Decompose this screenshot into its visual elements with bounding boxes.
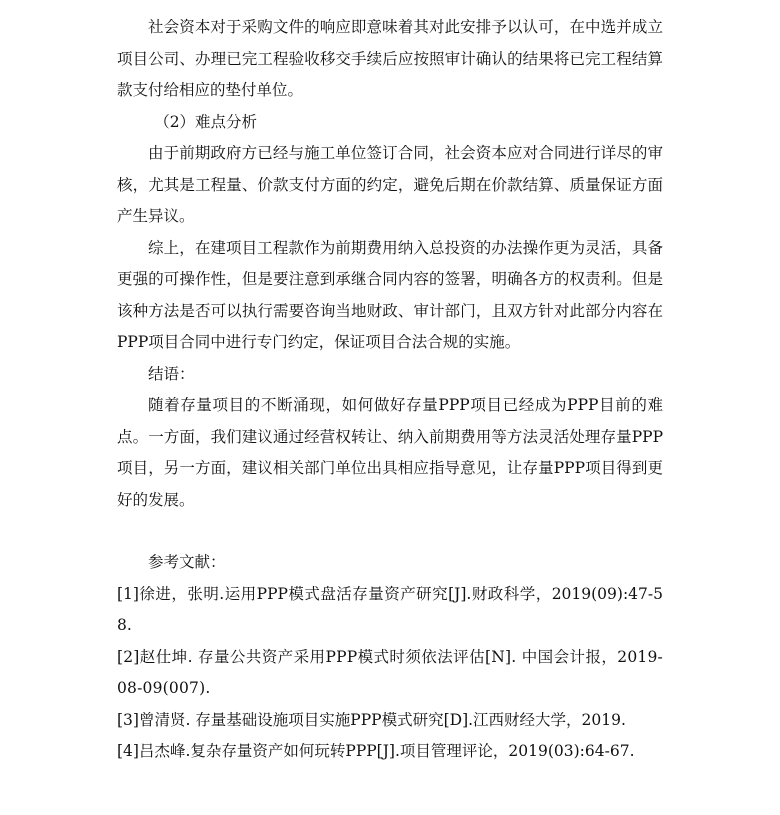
conclusion-heading: 结语： xyxy=(148,364,195,383)
reference-item-3: [3]曾清贤. 存量基础设施项目实施PPP模式研究[D].江西财经大学，2019. xyxy=(117,710,626,729)
body-paragraph-1: 社会资本对于采购文件的响应即意味着其对此安排予以认可，在中选并成立项目公司、办理已完工程验收移交手续后应按照审计确认的结果将已完工程结算款支付给相应的垫付单位。 xyxy=(117,18,663,99)
reference-item-2: [2]赵仕坤. 存量公共资产采用PPP模式时须依法评估[N]. 中国会计报，2019-08-09(007). xyxy=(117,647,663,697)
reference-item-1: [1]徐进，张明.运用PPP模式盘活存量资产研究[J].财政科学，2019(09):47-58. xyxy=(117,584,663,634)
body-paragraph-2: 由于前期政府方已经与施工单位签订合同，社会资本应对合同进行详尽的审核，尤其是工程量、价款支付方面的约定，避免后期在价款结算、质量保证方面产生异议。 xyxy=(117,144,663,225)
references-heading: 参考文献： xyxy=(148,553,226,571)
body-paragraph-3: 综上，在建项目工程款作为前期费用纳入总投资的办法操作更为灵活，具备更强的可操作性，但是要注意到承继合同内容的签署，明确各方的权责利。但是该种方法是否可以执行需要咨询当地财政、审计部门，且双方针对此部分内容在PPP项目合同中进行专门约定，保证项目合法合规的实施。 xyxy=(117,238,663,351)
reference-item-4: [4]吕杰峰.复杂存量资产如何玩转PPP[J].项目管理评论，2019(03):64-67. xyxy=(117,742,635,760)
document-page xyxy=(117,0,663,768)
body-paragraph-4: 随着存量项目的不断涌现，如何做好存量PPP项目已经成为PPP目前的难点。一方面，我们建议通过经营权转让、纳入前期费用等方法灵活处理存量PPP项目，另一方面，建议相关部门单位出具相应指导意见，让存量PPP项目得到更好的发展。 xyxy=(117,396,663,509)
subheading-difficulty-analysis: （2）难点分析 xyxy=(154,112,258,131)
